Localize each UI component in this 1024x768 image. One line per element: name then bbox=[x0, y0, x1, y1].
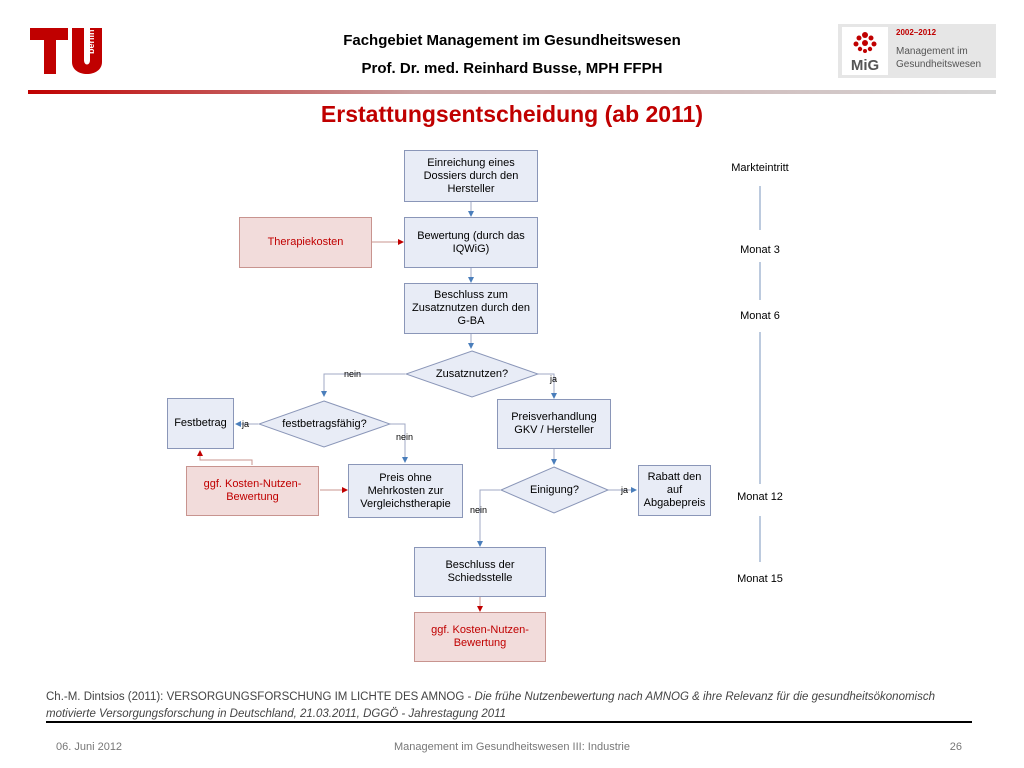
label-ja-3: ja bbox=[621, 485, 629, 495]
preisverhandlung-box: Preisverhandlung GKV / Hersteller bbox=[497, 399, 611, 449]
footer-date: 06. Juni 2012 bbox=[56, 741, 123, 753]
label-nein-3: nein bbox=[470, 505, 488, 515]
source-plain: Ch.-M. Dintsios (2011): VERSORGUNGSFORSCHUNG IM LICHTE DES AMNOG - bbox=[46, 691, 475, 703]
header-line-2: Prof. Dr. med. Reinhard Busse, MPH FFPH bbox=[361, 60, 663, 77]
label-ja-2: ja bbox=[242, 419, 250, 429]
dossier-box: Einreichung eines Dossiers durch den Hersteller bbox=[404, 150, 538, 202]
festbetrag-box: Festbetrag bbox=[167, 398, 234, 449]
festbetragsfaehig-decision-label: festbetragsfähig? bbox=[282, 418, 367, 430]
mig-line-2: Gesundheitswesen bbox=[896, 59, 982, 70]
tu-logo-text: berlin bbox=[86, 29, 96, 54]
label-nein-1: nein bbox=[344, 369, 362, 379]
beschluss-gba-box: Beschluss zum Zusatznutzen durch den G-BA bbox=[404, 283, 538, 334]
slide-title: Erstattungsentscheidung (ab 2011) bbox=[320, 101, 704, 127]
timeline-markteintritt: Markteintritt bbox=[731, 162, 789, 174]
footer-rule bbox=[46, 721, 972, 723]
schiedsstelle-box: Beschluss der Schiedsstelle bbox=[414, 547, 546, 597]
preis-ohne-mehrkosten-box: Preis ohne Mehrkosten zur Vergleichstherapie bbox=[348, 464, 463, 518]
kosten-nutzen-box-2: ggf. Kosten-Nutzen-Bewertung bbox=[414, 612, 546, 662]
kosten-nutzen-box-1: ggf. Kosten-Nutzen-Bewertung bbox=[186, 466, 319, 516]
footer-page-number: 26 bbox=[949, 741, 962, 753]
timeline-monat-3: Monat 3 bbox=[740, 244, 780, 256]
rabatt-box: Rabatt den auf Abgabepreis bbox=[638, 465, 711, 516]
timeline-monat-6: Monat 6 bbox=[740, 310, 780, 322]
timeline-monat-12: Monat 12 bbox=[737, 491, 783, 503]
mig-name: MiG bbox=[850, 57, 880, 74]
zusatznutzen-decision-label: Zusatznutzen? bbox=[435, 368, 509, 380]
label-nein-2: nein bbox=[396, 432, 414, 442]
label-ja-1: ja bbox=[550, 374, 558, 384]
source-citation bbox=[46, 689, 946, 723]
header-line-1: Fachgebiet Management im Gesundheitswesen bbox=[343, 32, 681, 49]
einigung-decision-label: Einigung? bbox=[530, 484, 579, 496]
timeline-monat-15: Monat 15 bbox=[737, 573, 783, 585]
mig-line-1: Management im bbox=[896, 46, 968, 57]
source-italic: Die frühe Nutzenbewertung nach AMNOG & ihre Relevanz für die gesundheitsökonomisch motivierte Versorgungsforschung in Deutschland, 21.03.2011, DGGÖ - Jahrestagung 2011 bbox=[46, 691, 936, 720]
mig-years: 2002–2012 bbox=[896, 28, 937, 37]
therapiekosten-box: Therapiekosten bbox=[239, 217, 372, 268]
bewertung-box: Bewertung (durch das IQWiG) bbox=[404, 217, 538, 268]
footer-course: Management im Gesundheitswesen III: Industrie bbox=[393, 741, 630, 753]
